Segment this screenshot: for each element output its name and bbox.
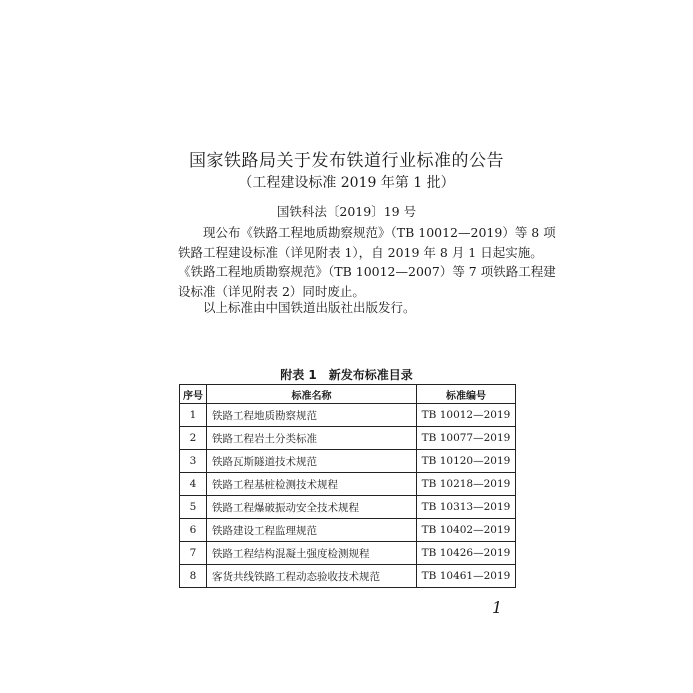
- row-name: 铁路工程基桩检测技术规程: [207, 473, 417, 496]
- paragraph-1-line-1: 现公布《铁路工程地质勘察规范》（TB 10012—2019）等 8 项: [203, 225, 556, 240]
- row-name: 客货共线铁路工程动态验收技术规范: [207, 565, 417, 588]
- paragraph-1-line-4: 设标准（详见附表 2）同时废止。: [178, 283, 365, 299]
- row-code: TB 10218—2019: [417, 473, 516, 496]
- row-code: TB 10426—2019: [417, 542, 516, 565]
- table-row: [180, 565, 516, 588]
- paragraph-1-line-2: 铁路工程建设标准（详见附表 1），自 2019 年 8 月 1 日起实施。: [178, 244, 543, 260]
- standards-table: [179, 384, 516, 588]
- table-caption: 附表 1 新发布标准目录: [280, 368, 413, 382]
- table-row: [180, 450, 516, 473]
- row-no: 6: [180, 519, 207, 542]
- paragraph-2-line-1: 以上标准由中国铁道出版社出版发行。: [203, 300, 416, 315]
- table-row: [180, 404, 516, 427]
- table-row: [180, 519, 516, 542]
- row-no: 5: [180, 496, 207, 519]
- row-name: 铁路工程结构混凝土强度检测规程: [207, 542, 417, 565]
- row-no: 3: [180, 450, 207, 473]
- row-no: 1: [180, 404, 207, 427]
- row-name: 铁路工程地质勘察规范: [207, 404, 417, 427]
- row-code: TB 10461—2019: [417, 565, 516, 588]
- row-no: 4: [180, 473, 207, 496]
- paragraph-1-line-3: 《铁路工程地质勘察规范》（TB 10012—2007）等 7 项铁路工程建: [178, 264, 556, 279]
- row-code: TB 10313—2019: [417, 496, 516, 519]
- row-name: 铁路建设工程监理规范: [207, 519, 417, 542]
- row-no: 8: [180, 565, 207, 588]
- table-row: [180, 496, 516, 519]
- row-name: 铁路工程岩土分类标准: [207, 427, 417, 450]
- row-code: TB 10402—2019: [417, 519, 516, 542]
- table-row: [180, 542, 516, 565]
- header-code: 标准编号: [417, 385, 516, 404]
- table-row: [180, 473, 516, 496]
- row-code: TB 10077—2019: [417, 427, 516, 450]
- row-name: 铁路瓦斯隧道技术规范: [207, 450, 417, 473]
- table-header-row: [180, 385, 516, 404]
- announcement-paragraph-2: [178, 298, 518, 318]
- row-no: 7: [180, 542, 207, 565]
- row-code: TB 10012—2019: [417, 404, 516, 427]
- row-name: 铁路工程爆破振动安全技术规程: [207, 496, 417, 519]
- table-row: [180, 427, 516, 450]
- header-name: 标准名称: [207, 385, 417, 404]
- announcement-subtitle: （工程建设标准 2019 年第 1 批）: [238, 175, 455, 191]
- announcement-title: 国家铁路局关于发布铁道行业标准的公告: [189, 151, 504, 171]
- announcement-paragraph-1: [178, 223, 556, 301]
- page-number: 1: [492, 598, 503, 617]
- header-no: 序号: [180, 385, 207, 404]
- row-code: TB 10120—2019: [417, 450, 516, 473]
- document-number: 国铁科法〔2019〕19 号: [276, 204, 417, 219]
- row-no: 2: [180, 427, 207, 450]
